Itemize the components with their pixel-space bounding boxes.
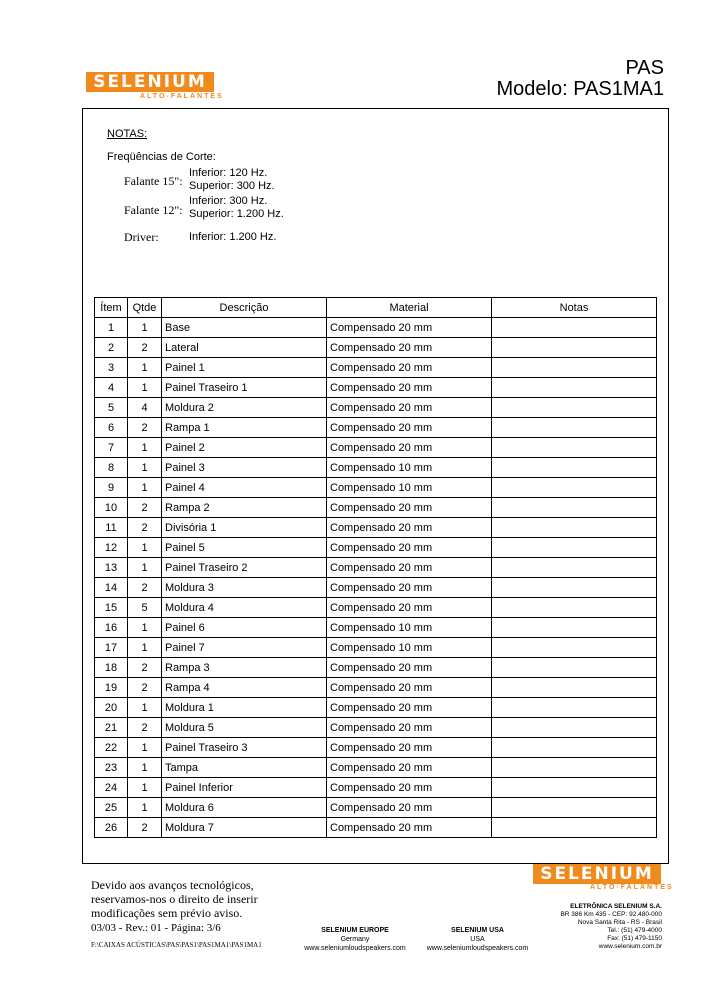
table-cell: [492, 358, 657, 378]
table-row: [95, 438, 657, 458]
table-row: [95, 738, 657, 758]
table-cell: Rampa 4: [162, 678, 327, 698]
table-cell: Compensado 20 mm: [327, 678, 492, 698]
europe-country: Germany: [340, 936, 370, 943]
table-cell: 11: [95, 518, 128, 538]
table-cell: 21: [95, 718, 128, 738]
company-url: www.selenium.com.br: [598, 943, 662, 950]
table-cell: [492, 698, 657, 718]
table-cell: Compensado 20 mm: [327, 758, 492, 778]
table-cell: [492, 678, 657, 698]
table-cell: [492, 718, 657, 738]
table-cell: 7: [95, 438, 128, 458]
file-path: F:\CAIXAS ACÚSTICAS\PAS\PAS1\PAS1MA1\PAS1MA1: [91, 941, 262, 949]
table-cell: Compensado 20 mm: [327, 698, 492, 718]
speaker-value: Superior: 1.200 Hz.: [189, 208, 284, 220]
col-description: Descrição: [162, 298, 327, 318]
table-row: [95, 478, 657, 498]
table-cell: 25: [95, 798, 128, 818]
selenium-logo-footer: SELENIUM: [533, 864, 661, 884]
table-cell: Compensado 20 mm: [327, 538, 492, 558]
table-cell: [492, 538, 657, 558]
table-cell: 23: [95, 758, 128, 778]
table-cell: Painel Traseiro 2: [162, 558, 327, 578]
company-tel: Tel.: (51) 479-4000: [607, 927, 662, 934]
table-cell: Painel 3: [162, 458, 327, 478]
table-row: [95, 338, 657, 358]
table-cell: Lateral: [162, 338, 327, 358]
table-cell: 2: [128, 718, 162, 738]
table-cell: Compensado 20 mm: [327, 598, 492, 618]
parts-table: [94, 297, 657, 838]
table-cell: 1: [128, 638, 162, 658]
table-row: [95, 318, 657, 338]
disclaimer-line: Devido aos avanços tecnológicos,: [91, 878, 254, 892]
revision-info: 03/03 - Rev.: 01 - Página: 3/6: [91, 922, 221, 934]
disclaimer: [91, 878, 258, 920]
company-name: ELETRÔNICA SELENIUM S.A.: [570, 903, 662, 910]
notes-heading: NOTAS:: [107, 128, 148, 140]
speaker-value: Inferior: 120 Hz.: [189, 167, 268, 179]
table-cell: Base: [162, 318, 327, 338]
table-cell: [492, 338, 657, 358]
table-cell: Compensado 10 mm: [327, 478, 492, 498]
table-cell: Moldura 4: [162, 598, 327, 618]
table-cell: Compensado 20 mm: [327, 718, 492, 738]
table-cell: 1: [128, 558, 162, 578]
table-header-row: [95, 298, 657, 318]
europe-name: SELENIUM EUROPE: [321, 927, 389, 934]
table-row: [95, 618, 657, 638]
table-cell: [492, 478, 657, 498]
table-cell: Moldura 7: [162, 818, 327, 838]
logo-subtitle: ALTO-FALANTES: [140, 93, 224, 100]
table-cell: Compensado 20 mm: [327, 578, 492, 598]
table-row: [95, 578, 657, 598]
europe-url: www.seleniumloudspeakers.com: [304, 945, 406, 952]
table-cell: [492, 498, 657, 518]
table-cell: 2: [128, 578, 162, 598]
table-row: [95, 718, 657, 738]
table-cell: [492, 618, 657, 638]
table-cell: 6: [95, 418, 128, 438]
europe-info: [300, 926, 410, 953]
table-cell: 1: [128, 698, 162, 718]
table-row: [95, 658, 657, 678]
table-cell: [492, 558, 657, 578]
table-cell: 3: [95, 358, 128, 378]
speaker-values: [189, 167, 275, 193]
speaker-value: Inferior: 300 Hz.: [189, 195, 268, 207]
table-cell: Rampa 2: [162, 498, 327, 518]
table-cell: Compensado 20 mm: [327, 798, 492, 818]
table-cell: [492, 378, 657, 398]
usa-info: [420, 926, 535, 953]
table-cell: 2: [128, 818, 162, 838]
col-notes: Notas: [492, 298, 657, 318]
col-item: Ítem: [95, 298, 128, 318]
table-cell: Compensado 20 mm: [327, 398, 492, 418]
speaker-label: Falante 12":: [124, 203, 183, 217]
table-cell: 18: [95, 658, 128, 678]
table-cell: 1: [128, 798, 162, 818]
table-cell: Compensado 20 mm: [327, 818, 492, 838]
company-addr: Nova Santa Rita - RS - Brasil: [577, 919, 662, 926]
table-cell: [492, 738, 657, 758]
table-cell: 4: [95, 378, 128, 398]
table-cell: Painel 4: [162, 478, 327, 498]
table-cell: [492, 598, 657, 618]
table-cell: [492, 578, 657, 598]
col-material: Material: [327, 298, 492, 318]
table-row: [95, 358, 657, 378]
table-cell: 2: [128, 678, 162, 698]
freq-label: Freqüências de Corte:: [107, 151, 216, 163]
table-cell: 5: [95, 398, 128, 418]
speaker-value: Superior: 300 Hz.: [189, 180, 275, 192]
table-cell: 20: [95, 698, 128, 718]
table-cell: 8: [95, 458, 128, 478]
table-cell: Compensado 20 mm: [327, 498, 492, 518]
model-title: Modelo: PAS1MA1: [496, 78, 664, 100]
table-cell: Painel 6: [162, 618, 327, 638]
table-cell: Painel 5: [162, 538, 327, 558]
table-cell: 1: [128, 538, 162, 558]
table-cell: 26: [95, 818, 128, 838]
table-row: [95, 638, 657, 658]
table-cell: Moldura 2: [162, 398, 327, 418]
table-cell: 2: [128, 338, 162, 358]
table-cell: Compensado 20 mm: [327, 438, 492, 458]
table-cell: Compensado 20 mm: [327, 558, 492, 578]
table-cell: Rampa 1: [162, 418, 327, 438]
table-cell: [492, 778, 657, 798]
table-cell: [492, 518, 657, 538]
table-cell: [492, 638, 657, 658]
col-qty: Qtde: [128, 298, 162, 318]
table-cell: Compensado 20 mm: [327, 778, 492, 798]
table-cell: Painel 1: [162, 358, 327, 378]
table-row: [95, 538, 657, 558]
table-cell: Compensado 10 mm: [327, 618, 492, 638]
table-cell: Divisória 1: [162, 518, 327, 538]
table-cell: 2: [128, 518, 162, 538]
table-cell: Painel Inferior: [162, 778, 327, 798]
table-cell: 10: [95, 498, 128, 518]
table-cell: Moldura 3: [162, 578, 327, 598]
selenium-logo: SELENIUM: [86, 72, 214, 92]
speaker-values: [189, 195, 284, 221]
speaker-values: [189, 231, 276, 244]
speaker-value: Inferior: 1.200 Hz.: [189, 231, 277, 243]
table-row: [95, 758, 657, 778]
company-address: [560, 903, 662, 951]
table-cell: 24: [95, 778, 128, 798]
table-cell: 15: [95, 598, 128, 618]
table-cell: 19: [95, 678, 128, 698]
table-cell: 1: [128, 458, 162, 478]
table-cell: Painel Traseiro 3: [162, 738, 327, 758]
table-cell: [492, 798, 657, 818]
table-cell: 16: [95, 618, 128, 638]
table-cell: Compensado 20 mm: [327, 358, 492, 378]
company-addr: BR 386 Km 435 - CEP: 92.480-000: [560, 911, 662, 918]
table-cell: [492, 658, 657, 678]
company-fax: Fax: (51) 479-1150: [607, 935, 662, 942]
table-cell: 1: [128, 738, 162, 758]
table-cell: Painel 2: [162, 438, 327, 458]
table-cell: Moldura 5: [162, 718, 327, 738]
table-cell: Compensado 20 mm: [327, 338, 492, 358]
disclaimer-line: modificações sem prévio aviso.: [91, 906, 243, 920]
table-row: [95, 678, 657, 698]
table-cell: Moldura 6: [162, 798, 327, 818]
table-cell: [492, 458, 657, 478]
table-cell: Painel Traseiro 1: [162, 378, 327, 398]
table-row: [95, 698, 657, 718]
table-cell: Rampa 3: [162, 658, 327, 678]
table-cell: 9: [95, 478, 128, 498]
usa-url: www.seleniumloudspeakers.com: [426, 945, 529, 952]
table-row: [95, 498, 657, 518]
speaker-label: Falante 15":: [124, 174, 183, 188]
table-row: [95, 558, 657, 578]
table-cell: [492, 398, 657, 418]
table-cell: 1: [128, 318, 162, 338]
table-cell: 5: [128, 598, 162, 618]
table-row: [95, 798, 657, 818]
table-cell: Moldura 1: [162, 698, 327, 718]
table-cell: 4: [128, 398, 162, 418]
table-cell: 2: [128, 498, 162, 518]
table-row: [95, 598, 657, 618]
table-row: [95, 458, 657, 478]
disclaimer-line: reservamos-nos o direito de inserir: [91, 892, 258, 906]
table-cell: 14: [95, 578, 128, 598]
table-cell: [492, 318, 657, 338]
table-cell: 1: [128, 438, 162, 458]
table-cell: Painel 7: [162, 638, 327, 658]
table-cell: 13: [95, 558, 128, 578]
table-cell: 1: [128, 358, 162, 378]
table-row: [95, 418, 657, 438]
table-cell: 2: [128, 658, 162, 678]
usa-country: USA: [470, 936, 485, 943]
table-cell: 12: [95, 538, 128, 558]
table-cell: Compensado 20 mm: [327, 418, 492, 438]
table-cell: 1: [128, 378, 162, 398]
table-row: [95, 398, 657, 418]
table-cell: 1: [128, 478, 162, 498]
table-cell: 2: [128, 418, 162, 438]
table-cell: Tampa: [162, 758, 327, 778]
table-cell: 17: [95, 638, 128, 658]
table-row: [95, 818, 657, 838]
table-row: [95, 778, 657, 798]
table-cell: 1: [128, 778, 162, 798]
table-cell: 22: [95, 738, 128, 758]
speaker-label: Driver:: [124, 230, 159, 244]
logo-subtitle-footer: ALTO-FALANTES: [590, 884, 674, 891]
table-cell: Compensado 20 mm: [327, 738, 492, 758]
table-cell: 1: [128, 618, 162, 638]
table-cell: [492, 418, 657, 438]
usa-name: SELENIUM USA: [451, 927, 504, 934]
table-cell: [492, 758, 657, 778]
page-title: PAS: [625, 57, 664, 79]
table-cell: Compensado 20 mm: [327, 518, 492, 538]
table-cell: Compensado 20 mm: [327, 378, 492, 398]
table-cell: 1: [128, 758, 162, 778]
table-row: [95, 518, 657, 538]
table-cell: Compensado 20 mm: [327, 658, 492, 678]
table-cell: [492, 818, 657, 838]
table-cell: Compensado 20 mm: [327, 318, 492, 338]
table-cell: [492, 438, 657, 458]
table-row: [95, 378, 657, 398]
table-cell: Compensado 10 mm: [327, 638, 492, 658]
table-cell: 1: [95, 318, 128, 338]
table-cell: 2: [95, 338, 128, 358]
table-cell: Compensado 10 mm: [327, 458, 492, 478]
